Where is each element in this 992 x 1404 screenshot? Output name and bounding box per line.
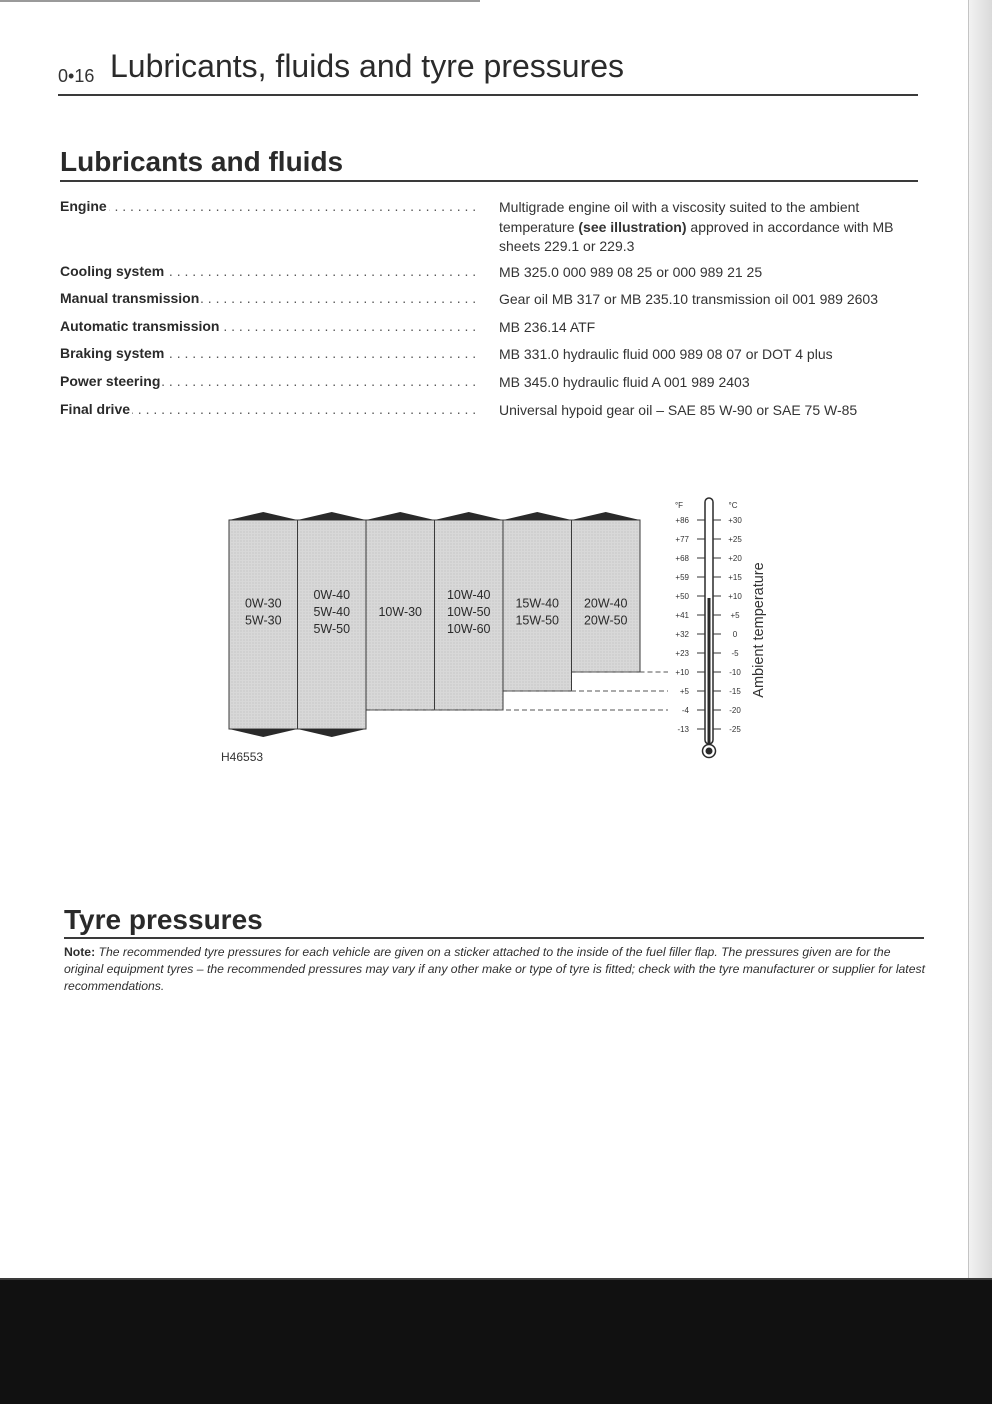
celsius-tick-label: +20	[728, 554, 742, 563]
fahrenheit-tick-label: +68	[675, 554, 689, 563]
viscosity-grade-label: 15W-50	[515, 613, 560, 628]
viscosity-grade-label: 10W-60	[446, 622, 491, 636]
lubricant-label: Manual transmission . . .	[60, 290, 478, 306]
fahrenheit-tick-label: +59	[675, 573, 689, 582]
fahrenheit-tick-label: +41	[675, 611, 689, 620]
celsius-unit: °C	[728, 501, 738, 510]
viscosity-grade-label: 0W-30	[244, 596, 282, 611]
celsius-tick-label: +5	[730, 611, 740, 620]
fahrenheit-tick-label: +77	[675, 535, 689, 544]
lubricant-value: MB 325.0 000 989 08 25 or 000 989 21 25	[499, 264, 763, 280]
viscosity-grade-label: 10W-30	[378, 605, 423, 619]
note-label: Note:	[64, 945, 96, 959]
bar-top-arrow	[229, 512, 298, 520]
viscosity-grade-label: 5W-30	[244, 613, 282, 628]
lubricant-value: MB 236.14 ATF	[499, 319, 596, 335]
celsius-tick-label: -15	[729, 687, 741, 696]
bar-top-arrow	[435, 512, 504, 520]
lubricant-label: Power steering . . .	[60, 373, 478, 389]
bar-top-arrow	[503, 512, 572, 520]
thermometer-bulb-core	[706, 748, 713, 755]
fahrenheit-unit: °F	[674, 501, 684, 510]
lubricant-label: Cooling system . . .	[60, 263, 478, 279]
viscosity-grade-label: 15W-40	[515, 596, 560, 611]
celsius-tick-label: 0	[732, 630, 738, 639]
scan-background	[0, 1280, 992, 1404]
viscosity-grade-label: 5W-50	[313, 622, 351, 636]
celsius-tick-label: +25	[728, 535, 742, 544]
viscosity-grade-label: 20W-50	[583, 613, 628, 628]
fahrenheit-tick-label: -13	[677, 725, 689, 734]
note-text: The recommended tyre pressures for each vehicle are given on a sticker attached to the inside of the fuel filler flap. The pressures given are for the original equipment tyres – the recommended pressures may vary if any other make or type of tyre is fitted; check with the tyre manufacturer or supplier for latest recommendations.	[64, 945, 925, 993]
fahrenheit-tick-label: +50	[675, 592, 689, 601]
lubricant-value: Universal hypoid gear oil – SAE 85 W-90 or SAE 75 W-85	[499, 402, 858, 418]
lubricant-label: Final drive . . .	[60, 401, 478, 417]
celsius-tick-label: -10	[729, 668, 741, 677]
bar-top-arrow	[572, 512, 641, 520]
lubricant-label: Automatic transmission . . .	[60, 318, 478, 334]
fahrenheit-tick-label: +10	[675, 668, 689, 677]
viscosity-grade-label: 20W-40	[583, 596, 628, 611]
lubricants-section-title: Lubricants and fluids	[60, 146, 344, 177]
fahrenheit-tick-label: +5	[679, 687, 689, 696]
fahrenheit-tick-label: +86	[675, 516, 689, 525]
viscosity-grade-label: 5W-40	[313, 605, 351, 619]
lubricant-value: MB 345.0 hydraulic fluid A 001 989 2403	[499, 374, 750, 390]
fahrenheit-tick-label: +32	[675, 630, 689, 639]
bar-top-arrow	[298, 512, 367, 520]
celsius-tick-label: +10	[728, 592, 742, 601]
lubricant-label: Engine . . .	[60, 198, 478, 214]
ambient-temperature-axis-label: Ambient temperature	[751, 562, 767, 698]
tyres-section-title: Tyre pressures	[64, 904, 263, 935]
figure-id: H46553	[221, 750, 264, 764]
lubricant-label: Braking system . . .	[60, 345, 478, 361]
bar-bottom-arrow	[298, 729, 367, 737]
lubricant-value: Gear oil MB 317 or MB 235.10 transmission oil 001 989 2603	[499, 291, 878, 307]
celsius-tick-label: +30	[728, 516, 742, 525]
celsius-tick-label: -20	[729, 706, 741, 715]
bar-top-arrow	[366, 512, 435, 520]
celsius-tick-label: -25	[729, 725, 741, 734]
bar-bottom-arrow	[229, 729, 298, 737]
tyre-pressure-note	[64, 944, 926, 995]
fahrenheit-tick-label: +23	[675, 649, 689, 658]
viscosity-grade-label: 0W-40	[313, 588, 351, 602]
celsius-tick-label: +15	[728, 573, 742, 582]
fahrenheit-tick-label: -4	[681, 706, 689, 715]
lubricant-value: MB 331.0 hydraulic fluid 000 989 08 07 or DOT 4 plus	[499, 346, 833, 362]
celsius-tick-label: -5	[731, 649, 739, 658]
page-title: Lubricants, fluids and tyre pressures	[110, 48, 625, 84]
tyres-section-rule	[64, 937, 924, 939]
thermometer-mercury	[708, 598, 711, 746]
viscosity-grade-label: 10W-40	[446, 588, 491, 602]
page-number: 0•16	[58, 66, 95, 86]
lubricant-value: Multigrade engine oil with a viscosity suited to the ambient temperature (see illustration) approved in accordance with MB sheets 229.1 or 229.3	[499, 199, 894, 254]
viscosity-grade-label: 10W-50	[446, 605, 491, 619]
